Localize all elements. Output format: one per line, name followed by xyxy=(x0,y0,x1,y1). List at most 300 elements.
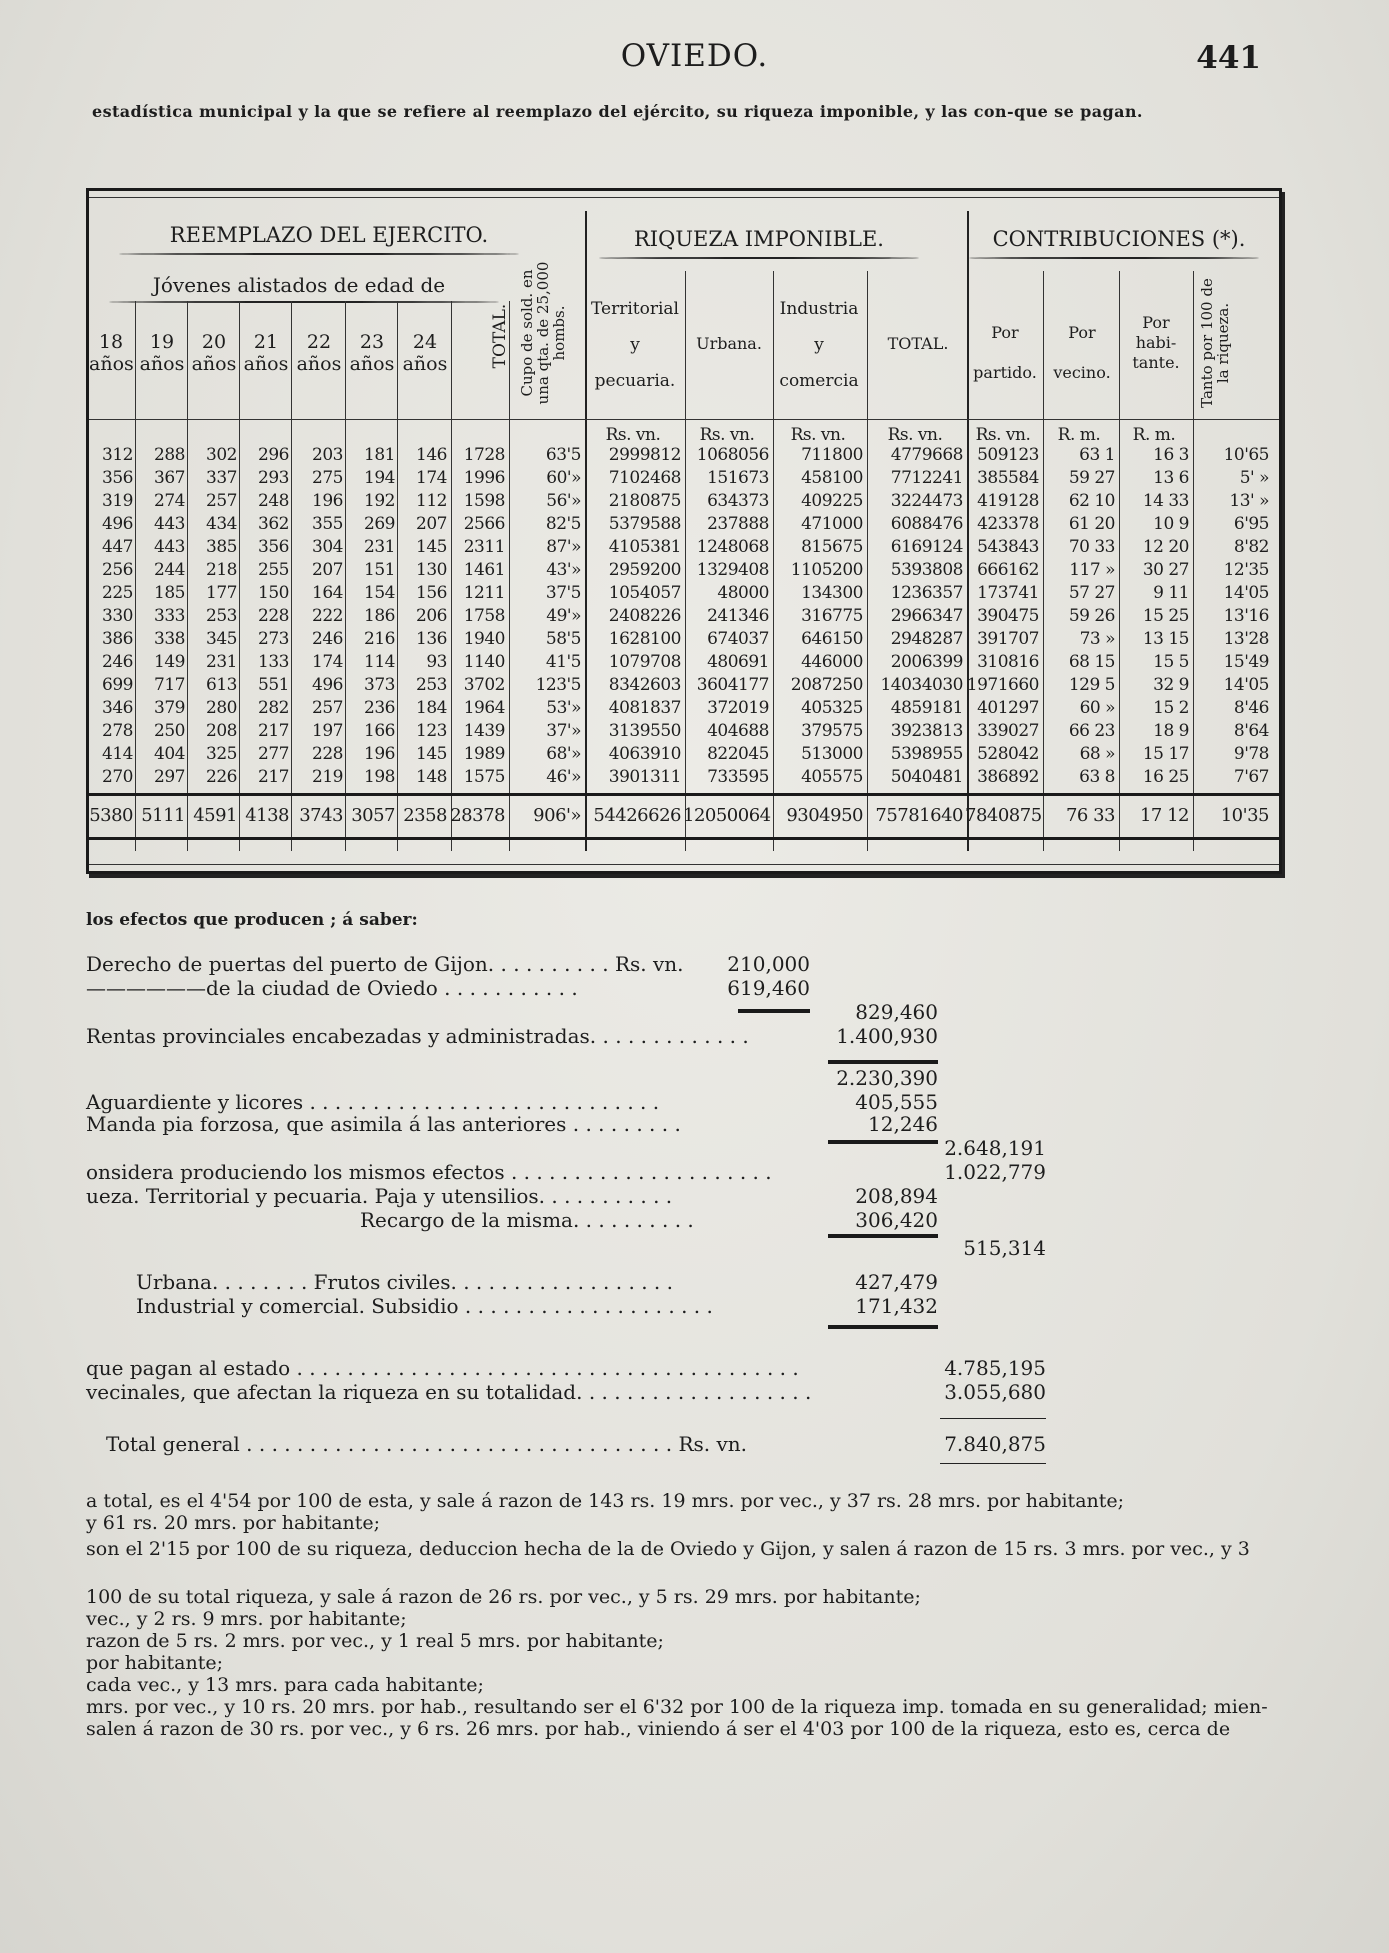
table-cell: 18 9 xyxy=(1153,721,1189,741)
col-header-riqueza-total: TOTAL. xyxy=(887,334,949,353)
table-cell: 815675 xyxy=(801,537,863,557)
table-cell: 278 xyxy=(102,721,133,741)
total-cell: 3057 xyxy=(351,805,395,826)
effects-line-text: ueza. Territorial y pecuaria. Paja y utensilios. . . . . . . . . . . xyxy=(86,1184,673,1208)
table-cell: 196 xyxy=(364,744,395,764)
table-cell: 9'78 xyxy=(1233,744,1269,764)
table-cell: 1758 xyxy=(463,606,505,626)
table-cell: 236 xyxy=(364,698,395,718)
table-cell: 6088476 xyxy=(890,514,963,534)
table-cell: 68 15 xyxy=(1068,652,1115,672)
table-cell: 130 xyxy=(416,560,447,580)
unit-label: Rs. vn. xyxy=(790,425,846,445)
table-cell: 237888 xyxy=(707,514,769,534)
totals-rule xyxy=(89,793,1279,796)
table-cell: 222 xyxy=(312,606,343,626)
table-cell: 146 xyxy=(416,445,447,465)
table-cell: 7'67 xyxy=(1233,767,1269,787)
note-line: salen á razon de 30 rs. por vec., y 6 rs. 26 mrs. por hab., viniendo á ser el 4'03 por 100 de la riqueza, esto es, cerca de xyxy=(86,1718,1231,1740)
total-cell: 54426626 xyxy=(593,805,681,826)
note-line: razon de 5 rs. 2 mrs. por vec., y 1 real 5 mrs. por habitante; xyxy=(86,1630,664,1652)
table-cell: 2087250 xyxy=(790,675,863,695)
table-cell: 1996 xyxy=(463,468,505,488)
table-cell: 1575 xyxy=(463,767,505,787)
table-cell: 1079708 xyxy=(608,652,681,672)
table-cell: 129 5 xyxy=(1068,675,1115,695)
table-cell: 1989 xyxy=(463,744,505,764)
intro-text: estadística municipal y la que se refiere al reemplazo del ejército, su riqueza imponible, y las con-que se pagan. xyxy=(92,102,1143,121)
table-cell: 207 xyxy=(312,560,343,580)
table-cell: 1598 xyxy=(463,491,505,511)
col-header-22: 22 años xyxy=(296,331,342,375)
table-cell: 217 xyxy=(258,721,289,741)
table-cell: 166 xyxy=(364,721,395,741)
effects-amount: 829,460 xyxy=(855,1000,938,1024)
table-cell: 15 5 xyxy=(1153,652,1189,672)
table-cell: 312 xyxy=(102,445,133,465)
table-cell: 244 xyxy=(154,560,185,580)
group-header-contribuciones: CONTRIBUCIONES (*). xyxy=(992,227,1246,251)
table-cell: 2566 xyxy=(463,514,505,534)
table-cell: 68 » xyxy=(1079,744,1115,764)
table-cell: 293 xyxy=(258,468,289,488)
table-cell: 1211 xyxy=(463,583,505,603)
table-cell: 9 11 xyxy=(1153,583,1189,603)
table-cell: 1105200 xyxy=(790,560,863,580)
effects-amount: 7.840,875 xyxy=(944,1432,1046,1456)
table-cell: 386892 xyxy=(977,767,1039,787)
total-cell: 28378 xyxy=(450,805,505,826)
table-cell: 1236357 xyxy=(890,583,963,603)
col-header-24: 24 años xyxy=(402,331,448,375)
table-cell: 207 xyxy=(416,514,447,534)
table-cell: 10'65 xyxy=(1223,445,1269,465)
table-cell: 356 xyxy=(102,468,133,488)
table-cell: 296 xyxy=(258,445,289,465)
effects-line-text: vecinales, que afectan la riqueza en su totalidad. . . . . . . . . . . . . . . . . . . xyxy=(86,1380,812,1404)
effects-amount: 208,894 xyxy=(855,1184,938,1208)
table-cell: 373 xyxy=(364,675,395,695)
unit-label: R. m. xyxy=(1057,425,1101,445)
statistics-table xyxy=(86,188,1282,874)
table-cell: 15 25 xyxy=(1142,606,1189,626)
table-cell: 248 xyxy=(258,491,289,511)
table-cell: 528042 xyxy=(977,744,1039,764)
table-cell: 246 xyxy=(102,652,133,672)
table-cell: 225 xyxy=(102,583,133,603)
table-cell: 5' » xyxy=(1239,468,1269,488)
table-cell: 6169124 xyxy=(890,537,963,557)
table-cell: 674037 xyxy=(707,629,769,649)
table-cell: 60'» xyxy=(546,468,581,488)
table-cell: 231 xyxy=(206,652,237,672)
table-cell: 4063910 xyxy=(608,744,681,764)
effects-line-text: ——————de la ciudad de Oviedo . . . . . . . . . . . xyxy=(86,976,578,1000)
note-line: y 61 rs. 20 mrs. por habitante; xyxy=(86,1512,381,1534)
table-cell: 356 xyxy=(258,537,289,557)
table-cell: 8342603 xyxy=(608,675,681,695)
table-cell: 339027 xyxy=(977,721,1039,741)
table-cell: 117 » xyxy=(1069,560,1115,580)
effects-line-text: Aguardiente y licores . . . . . . . . . . . . . . . . . . . . . . . . . . . . xyxy=(86,1090,660,1114)
table-cell: 15'49 xyxy=(1223,652,1269,672)
table-cell: 53'» xyxy=(546,698,581,718)
table-cell: 61 20 xyxy=(1068,514,1115,534)
table-cell: 114 xyxy=(364,652,395,672)
col-header-20: 20 años xyxy=(191,331,237,375)
header-rule xyxy=(89,419,1279,420)
table-cell: 8'82 xyxy=(1233,537,1269,557)
total-cell: 10'35 xyxy=(1220,805,1269,826)
effects-amount: 1.022,779 xyxy=(944,1160,1046,1184)
table-cell: 2408226 xyxy=(608,606,681,626)
table-cell: 13 15 xyxy=(1142,629,1189,649)
table-cell: 1461 xyxy=(463,560,505,580)
table-cell: 174 xyxy=(312,652,343,672)
table-cell: 302 xyxy=(206,445,237,465)
total-cell: 906'» xyxy=(533,805,581,826)
sum-rule xyxy=(940,1418,1046,1419)
note-line: son el 2'15 por 100 de su riqueza, deduccion hecha de la de Oviedo y Gijon, y salen á razon de 15 rs. 3 mrs. por vec., y 3 xyxy=(86,1538,1250,1560)
col-header-por-partido: Por partido. xyxy=(973,323,1037,382)
effects-amount: 427,479 xyxy=(855,1270,938,1294)
note-line: cada vec., y 13 mrs. para cada habitante; xyxy=(86,1674,484,1696)
table-cell: 338 xyxy=(154,629,185,649)
table-cell: 1068056 xyxy=(696,445,769,465)
sum-rule xyxy=(828,1325,938,1329)
unit-label: Rs. vn. xyxy=(605,425,661,445)
table-cell: 173741 xyxy=(977,583,1039,603)
table-cell: 151 xyxy=(364,560,395,580)
page-number: 441 xyxy=(1196,40,1261,76)
table-cell: 73 » xyxy=(1079,629,1115,649)
table-cell: 355 xyxy=(312,514,343,534)
table-cell: 822045 xyxy=(707,744,769,764)
table-cell: 134300 xyxy=(801,583,863,603)
table-cell: 699 xyxy=(102,675,133,695)
effects-amount: 3.055,680 xyxy=(944,1380,1046,1404)
bottom-rule xyxy=(89,837,1279,840)
table-cell: 379575 xyxy=(801,721,863,741)
table-cell: 275 xyxy=(312,468,343,488)
table-cell: 409225 xyxy=(801,491,863,511)
table-cell: 156 xyxy=(416,583,447,603)
table-cell: 13' » xyxy=(1229,491,1269,511)
table-cell: 330 xyxy=(102,606,133,626)
table-cell: 253 xyxy=(206,606,237,626)
total-cell: 4138 xyxy=(245,805,289,826)
subgroup-header-jovenes: Jóvenes alistados de edad de xyxy=(152,273,446,297)
table-cell: 174 xyxy=(416,468,447,488)
table-cell: 2180875 xyxy=(608,491,681,511)
unit-label: Rs. vn. xyxy=(975,425,1031,445)
table-cell: 185 xyxy=(154,583,185,603)
table-cell: 93 xyxy=(426,652,447,672)
table-cell: 1140 xyxy=(463,652,505,672)
table-cell: 385584 xyxy=(977,468,1039,488)
brace-line xyxy=(969,257,1259,259)
table-cell: 8'46 xyxy=(1233,698,1269,718)
effects-amount: 405,555 xyxy=(855,1090,938,1114)
effects-label: los efectos que producen ; á saber: xyxy=(86,910,418,930)
total-cell: 5380 xyxy=(89,805,133,826)
table-cell: 2006399 xyxy=(890,652,963,672)
table-cell: 372019 xyxy=(707,698,769,718)
effects-amount: 2.648,191 xyxy=(944,1136,1046,1160)
table-cell: 145 xyxy=(416,537,447,557)
effects-amount: 306,420 xyxy=(855,1208,938,1232)
note-line: 100 de su total riqueza, y sale á razon de 26 rs. por vec., y 5 rs. 29 mrs. por habitante; xyxy=(86,1586,921,1608)
table-cell: 218 xyxy=(206,560,237,580)
effects-line-text: Rentas provinciales encabezadas y administradas. . . . . . . . . . . . . xyxy=(86,1024,749,1048)
table-cell: 257 xyxy=(206,491,237,511)
table-cell: 43'» xyxy=(546,560,581,580)
table-cell: 3923813 xyxy=(890,721,963,741)
total-cell: 12050064 xyxy=(683,805,771,826)
table-cell: 70 33 xyxy=(1068,537,1115,557)
table-cell: 443 xyxy=(154,514,185,534)
table-cell: 186 xyxy=(364,606,395,626)
sum-rule xyxy=(828,1060,938,1064)
table-cell: 123'5 xyxy=(535,675,581,695)
col-header-tanto: Tanto por 100 de la riqueza. xyxy=(1198,278,1232,408)
table-cell: 219 xyxy=(312,767,343,787)
table-cell: 346 xyxy=(102,698,133,718)
table-cell: 310816 xyxy=(977,652,1039,672)
table-cell: 123 xyxy=(416,721,447,741)
table-cell: 1728 xyxy=(463,445,505,465)
effects-amount: 515,314 xyxy=(963,1236,1046,1260)
table-cell: 319 xyxy=(102,491,133,511)
table-cell: 208 xyxy=(206,721,237,741)
table-cell: 1964 xyxy=(463,698,505,718)
table-cell: 646150 xyxy=(801,629,863,649)
table-cell: 404688 xyxy=(707,721,769,741)
table-cell: 2959200 xyxy=(608,560,681,580)
table-cell: 513000 xyxy=(801,744,863,764)
total-cell: 75781640 xyxy=(875,805,963,826)
table-cell: 37'5 xyxy=(545,583,581,603)
table-cell: 4081837 xyxy=(608,698,681,718)
table-cell: 325 xyxy=(206,744,237,764)
col-header-urbana: Urbana. xyxy=(696,334,762,353)
note-line: vec., y 2 rs. 9 mrs. por habitante; xyxy=(86,1608,407,1630)
table-cell: 280 xyxy=(206,698,237,718)
effects-line-text: Derecho de puertas del puerto de Gijon. . . . . . . . . . Rs. vn. xyxy=(86,952,684,976)
table-cell: 3901311 xyxy=(608,767,681,787)
table-cell: 5393808 xyxy=(890,560,963,580)
table-cell: 288 xyxy=(154,445,185,465)
table-cell: 46'» xyxy=(546,767,581,787)
table-cell: 203 xyxy=(312,445,343,465)
sum-rule xyxy=(828,1140,938,1144)
table-cell: 390475 xyxy=(977,606,1039,626)
table-cell: 231 xyxy=(364,537,395,557)
table-cell: 1329408 xyxy=(696,560,769,580)
col-header-por-vecino: Por vecino. xyxy=(1053,323,1111,382)
table-cell: 14'05 xyxy=(1223,583,1269,603)
table-cell: 49'» xyxy=(546,606,581,626)
table-cell: 8'64 xyxy=(1233,721,1269,741)
table-cell: 345 xyxy=(206,629,237,649)
table-cell: 228 xyxy=(312,744,343,764)
effects-line-text: Manda pia forzosa, que asimila á las anteriores . . . . . . . . . xyxy=(86,1112,681,1136)
group-header-riqueza: RIQUEZA IMPONIBLE. xyxy=(634,227,884,251)
table-cell: 198 xyxy=(364,767,395,787)
unit-label: R. m. xyxy=(1132,425,1176,445)
effects-line-text: Industrial y comercial. Subsidio . . . . . . . . . . . . . . . . . . . . xyxy=(136,1294,713,1318)
table-cell: 2948287 xyxy=(890,629,963,649)
sum-rule xyxy=(940,1463,1046,1464)
table-cell: 386 xyxy=(102,629,133,649)
table-cell: 253 xyxy=(416,675,447,695)
table-cell: 7712241 xyxy=(890,468,963,488)
table-cell: 277 xyxy=(258,744,289,764)
table-cell: 58'5 xyxy=(545,629,581,649)
table-cell: 414 xyxy=(102,744,133,764)
table-cell: 256 xyxy=(102,560,133,580)
table-cell: 6'95 xyxy=(1233,514,1269,534)
table-cell: 379 xyxy=(154,698,185,718)
table-cell: 145 xyxy=(416,744,447,764)
table-cell: 401297 xyxy=(977,698,1039,718)
col-header-21: 21 años xyxy=(243,331,289,375)
note-line: por habitante; xyxy=(86,1652,224,1674)
effects-line-text: Total general . . . . . . . . . . . . . . . . . . . . . . . . . . . . . . . . . . Rs. vn. xyxy=(106,1432,748,1456)
effects-amount: 2.230,390 xyxy=(836,1066,938,1090)
table-cell: 133 xyxy=(258,652,289,672)
table-cell: 509123 xyxy=(977,445,1039,465)
table-cell: 362 xyxy=(258,514,289,534)
table-cell: 447 xyxy=(102,537,133,557)
table-cell: 14'05 xyxy=(1223,675,1269,695)
effects-amount: 1.400,930 xyxy=(836,1024,938,1048)
table-cell: 1439 xyxy=(463,721,505,741)
effects-amount: 4.785,195 xyxy=(944,1356,1046,1380)
table-cell: 443 xyxy=(154,537,185,557)
table-cell: 30 27 xyxy=(1142,560,1189,580)
table-cell: 37'» xyxy=(546,721,581,741)
table-cell: 59 26 xyxy=(1068,606,1115,626)
total-cell: 17 12 xyxy=(1139,805,1189,826)
table-cell: 41'5 xyxy=(545,652,581,672)
table-cell: 666162 xyxy=(977,560,1039,580)
table-cell: 613 xyxy=(206,675,237,695)
table-cell: 194 xyxy=(364,468,395,488)
note-line: mrs. por vec., y 10 rs. 20 mrs. por hab., resultando ser el 6'32 por 100 de la riqueza imp. tomada en su generalidad; mien- xyxy=(86,1696,1268,1718)
table-cell: 216 xyxy=(364,629,395,649)
table-cell: 15 2 xyxy=(1153,698,1189,718)
table-cell: 16 3 xyxy=(1153,445,1189,465)
effects-amount: 619,460 xyxy=(727,976,810,1000)
total-cell: 2358 xyxy=(403,805,447,826)
col-header-18: 18 años xyxy=(89,331,134,375)
table-cell: 1248068 xyxy=(696,537,769,557)
table-cell: 282 xyxy=(258,698,289,718)
table-cell: 14 33 xyxy=(1142,491,1189,511)
table-cell: 2966347 xyxy=(890,606,963,626)
table-cell: 66 23 xyxy=(1068,721,1115,741)
note-line: a total, es el 4'54 por 100 de esta, y sale á razon de 143 rs. 19 mrs. por vec., y 37 rs. 28 mrs. por habitante; xyxy=(86,1490,1125,1512)
table-cell: 177 xyxy=(206,583,237,603)
table-cell: 197 xyxy=(312,721,343,741)
table-cell: 391707 xyxy=(977,629,1039,649)
table-cell: 12'35 xyxy=(1223,560,1269,580)
table-cell: 250 xyxy=(154,721,185,741)
table-cell: 273 xyxy=(258,629,289,649)
table-cell: 717 xyxy=(154,675,185,695)
table-cell: 150 xyxy=(258,583,289,603)
table-cell: 63 8 xyxy=(1079,767,1115,787)
total-cell: 3743 xyxy=(299,805,343,826)
table-cell: 154 xyxy=(364,583,395,603)
table-cell: 228 xyxy=(258,606,289,626)
table-cell: 226 xyxy=(206,767,237,787)
page-title: OVIEDO. xyxy=(620,38,769,74)
table-cell: 733595 xyxy=(707,767,769,787)
sum-rule xyxy=(738,1009,810,1013)
table-cell: 270 xyxy=(102,767,133,787)
table-cell: 634373 xyxy=(707,491,769,511)
table-cell: 13'16 xyxy=(1223,606,1269,626)
table-cell: 471000 xyxy=(801,514,863,534)
col-header-industria: Industria y comercia xyxy=(779,299,859,391)
table-cell: 184 xyxy=(416,698,447,718)
brace-line xyxy=(119,253,519,255)
table-cell: 82'5 xyxy=(545,514,581,534)
table-cell: 316775 xyxy=(801,606,863,626)
brace-line xyxy=(599,257,919,259)
table-cell: 480691 xyxy=(707,652,769,672)
table-cell: 48000 xyxy=(717,583,769,603)
table-cell: 269 xyxy=(364,514,395,534)
col-header-total: TOTAL. xyxy=(490,303,510,369)
table-cell: 87'» xyxy=(546,537,581,557)
col-header-23: 23 años xyxy=(349,331,395,375)
table-cell: 1054057 xyxy=(608,583,681,603)
table-cell: 496 xyxy=(312,675,343,695)
brace-line xyxy=(109,301,499,303)
table-cell: 3702 xyxy=(463,675,505,695)
table-cell: 63'5 xyxy=(545,445,581,465)
total-cell: 5111 xyxy=(141,805,185,826)
effects-line-text: Urbana. . . . . . . . Frutos civiles. . . . . . . . . . . . . . . . . . xyxy=(136,1270,673,1294)
table-cell: 148 xyxy=(416,767,447,787)
table-cell: 13 6 xyxy=(1153,468,1189,488)
table-cell: 164 xyxy=(312,583,343,603)
effects-amount: 171,432 xyxy=(855,1294,938,1318)
table-cell: 206 xyxy=(416,606,447,626)
table-cell: 257 xyxy=(312,698,343,718)
table-cell: 297 xyxy=(154,767,185,787)
table-cell: 13'28 xyxy=(1223,629,1269,649)
table-cell: 217 xyxy=(258,767,289,787)
table-cell: 136 xyxy=(416,629,447,649)
effects-line-text: Recargo de la misma. . . . . . . . . . xyxy=(360,1208,694,1232)
table-cell: 192 xyxy=(364,491,395,511)
table-cell: 405575 xyxy=(801,767,863,787)
table-cell: 385 xyxy=(206,537,237,557)
table-cell: 5398955 xyxy=(890,744,963,764)
table-cell: 149 xyxy=(154,652,185,672)
total-cell: 7840875 xyxy=(965,805,1042,826)
table-cell: 333 xyxy=(154,606,185,626)
col-header-por-habitante: Por habi-tante. xyxy=(1132,313,1180,372)
table-cell: 16 25 xyxy=(1142,767,1189,787)
table-cell: 15 17 xyxy=(1142,744,1189,764)
table-cell: 181 xyxy=(364,445,395,465)
table-cell: 59 27 xyxy=(1068,468,1115,488)
